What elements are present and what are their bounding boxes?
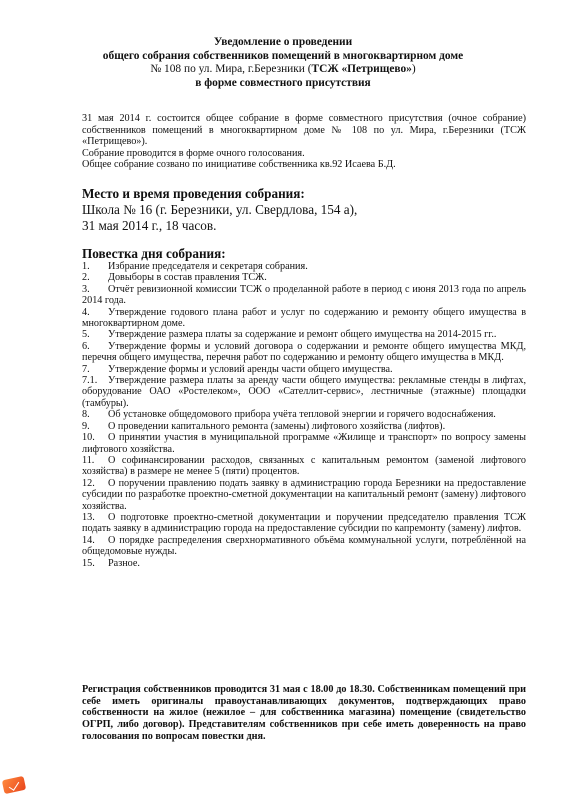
agenda-item [82, 535, 526, 558]
agenda-item [82, 375, 526, 409]
agenda-item-number: 7. [82, 363, 90, 375]
agenda-item-number: 2. [82, 272, 90, 284]
agenda-item [82, 284, 526, 307]
agenda-item [82, 364, 526, 375]
agenda-item-number: 4. [82, 306, 90, 318]
agenda-item-text: Утверждение формы и условий договора о содержании и ремонте общего имущества МКД, перечня общего имущества, перечня работ по содержанию и ремонту общего имущества в МКД. [82, 340, 526, 364]
agenda-item [82, 329, 526, 340]
header-line-3-close: ) [411, 63, 416, 76]
agenda-item-number: 1. [82, 261, 90, 272]
intro-paragraph-3: Общее собрание созвано по инициативе собственника кв.92 Исаева Б.Д. [82, 159, 396, 171]
header-hoa-name: ТСЖ «Петрищево» [311, 63, 412, 76]
agenda-item-number: 10. [82, 432, 95, 444]
agenda-item-number: 9. [82, 420, 90, 432]
header-line-2: общего собрания собственников помещений в многоквартирном доме [102, 49, 464, 62]
agenda-item [82, 272, 526, 283]
agenda-item [82, 409, 526, 420]
agenda-item-text: О порядке распределения сверхнормативного объёма коммунальной услуги, потреблённой на общедомовые нужды. [82, 534, 526, 558]
place-time-section [82, 202, 526, 233]
place-line: Школа № 16 (г. Березники, ул. Свердлова, 154 а), [82, 202, 358, 217]
place-time-heading: Место и время проведения собрания: [82, 186, 305, 201]
agenda-item-text: Избрание председателя и секретаря собрания. [108, 261, 308, 272]
agenda-item [82, 478, 526, 512]
agenda-item-text: Разное. [108, 557, 140, 569]
agenda-item-text: Утверждение формы и условий аренды части общего имущества. [108, 363, 393, 375]
agenda-item [82, 558, 526, 569]
agenda-item-text: О принятии участия в муниципальной программе «Жилище и транспорт» по вопросу замены лифтового хозяйства. [82, 432, 526, 455]
agenda-item [82, 512, 526, 535]
agenda-item-text: Утверждение размера платы за аренду части общего имущества: рекламные стенды в лифтах, оборудование ОАО «Ростелеком», ООО «Сателлит-сервис», лестничные (этажные) площадки (тамбуры). [82, 375, 526, 409]
header-line-4: в форме совместного присутствия [195, 76, 371, 89]
intro-section [82, 113, 526, 171]
agenda-item-text: Утверждение годового плана работ и услуг по содержанию и ремонту общего имущества в многоквартирном доме. [82, 306, 526, 330]
agenda-item-text: Довыборы в состав правления ТСЖ. [108, 272, 267, 284]
header-line-3-address: № 108 по ул. Мира, г.Березники ( [150, 63, 312, 76]
agenda-item [82, 261, 526, 272]
agenda-item [82, 341, 526, 364]
agenda-item-number: 3. [82, 283, 90, 295]
registration-notice: Регистрация собственников проводится 31 мая с 18.00 до 18.30. Собственникам помещений при себе иметь оригиналы правоустанавливающих документов, подтверждающих право собственности на жилое (нежилое – для собственника магазина) помещение (свидетельство ОГРП, либо договор). Представителям собственников при себе иметь доверенность на право голосования по вопросам повестки дня. [82, 684, 526, 742]
agenda-heading: Повестка дня собрания: [82, 246, 226, 261]
intro-paragraph-1: 31 мая 2014 г. состоится общее собрание в форме совместного присутствия (очное собрание) собственников помещений в многоквартирном доме № 108 по ул. Мира, г.Березники (ТСЖ «Петрищево»). [82, 113, 526, 148]
agenda-item-number: 8. [82, 409, 90, 421]
agenda-item-number: 12. [82, 477, 95, 489]
agenda-item-text: Об установке общедомового прибора учёта тепловой энергии и горячего водоснабжения. [108, 409, 496, 421]
agenda-item [82, 455, 526, 478]
agenda-item-number: 15. [82, 557, 95, 569]
agenda-list [82, 261, 526, 569]
agenda-item-number: 13. [82, 511, 95, 523]
agenda-item-number: 11. [82, 454, 95, 466]
notice-header [40, 36, 526, 90]
agenda-item-number: 14. [82, 534, 95, 546]
agenda-item-text: О софинансировании расходов, связанных с капитальным ремонтом (заменой лифтового хозяйства) в размере не менее 5 (пяти) процентов. [82, 454, 526, 478]
agenda-item [82, 307, 526, 330]
app-logo-icon [2, 776, 26, 794]
intro-paragraph-2: Собрание проводится в форме очного голосования. [82, 147, 305, 159]
agenda-item [82, 421, 526, 432]
agenda-item-number: 5. [82, 329, 90, 341]
agenda-item [82, 432, 526, 455]
agenda-item-number: 7.1. [82, 375, 98, 387]
time-line: 31 мая 2014 г., 18 часов. [82, 217, 217, 233]
agenda-item-text: Утверждение размера платы за содержание и ремонт общего имущества на 2014-2015 гг.. [108, 329, 497, 341]
header-line-3 [40, 63, 526, 77]
agenda-item-text: О проведении капитального ремонта (замены) лифтового хозяйства (лифтов). [108, 420, 446, 432]
header-line-1: Уведомление о проведении [213, 36, 353, 48]
agenda-item-text: О подготовке проектно-сметной документации и поручении председателю правления ТСЖ подать заявку в администрацию города на предоставление субсидии по капремонту (замену) лифтов. [82, 511, 526, 535]
agenda-item-number: 6. [82, 340, 90, 352]
agenda-item-text: О поручении правлению подать заявку в администрацию города Березники на предоставление субсидии по разработке проектно-сметной документации на капитальный ремонт (замену) лифтового хозяйства. [82, 477, 526, 512]
agenda-item-text: Отчёт ревизионной комиссии ТСЖ о проделанной работе в период с июня 2013 года по апрель 2014 года. [82, 283, 526, 307]
